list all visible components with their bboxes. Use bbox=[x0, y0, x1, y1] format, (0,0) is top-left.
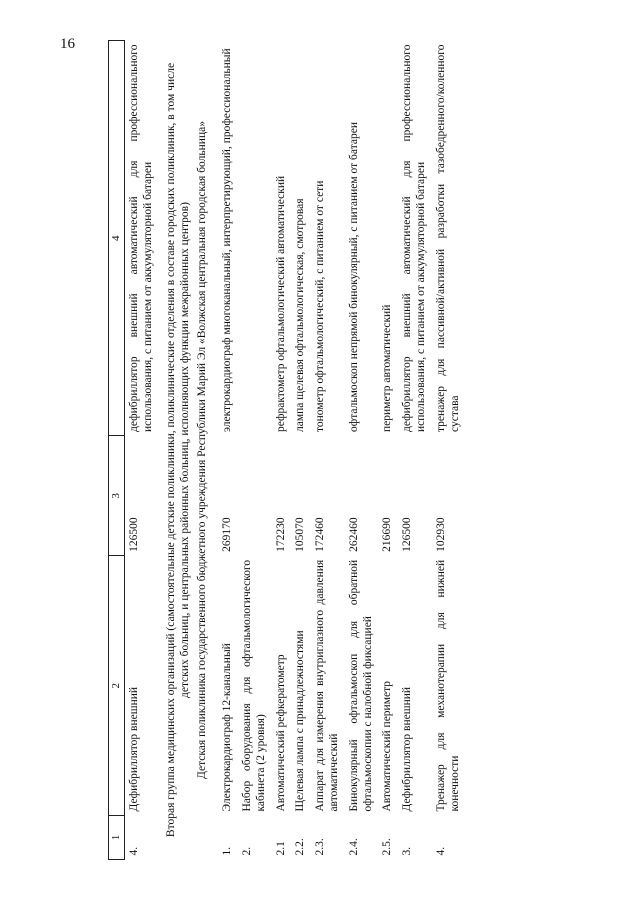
equipment-name: Аппарат для измерения внутриглазного давления автоматический bbox=[314, 559, 340, 812]
equipment-description bbox=[238, 41, 272, 436]
table-row bbox=[272, 41, 292, 860]
section-heading: Вторая группа медицинских организаций (самостоятельные детские поликлиники, поликлинические отделения в составе городских поликлиник, в том числе детских больниц, и центральных районных больниц, исполняющих функции межрайонных центров) bbox=[164, 62, 191, 838]
equipment-description: периметр автоматический bbox=[381, 304, 394, 432]
equipment-price: 105070 bbox=[294, 517, 307, 552]
row-number: 2.5. bbox=[381, 838, 394, 856]
equipment-description: дефибриллятор внешний автоматический для профессионального использования, с питанием от аккумуляторной батареи bbox=[128, 44, 154, 432]
rotated-table-sheet bbox=[108, 40, 628, 860]
equipment-price: 269170 bbox=[221, 517, 234, 552]
row-number: 2. bbox=[240, 846, 253, 856]
column-number: 4 bbox=[109, 41, 125, 436]
table-row bbox=[378, 41, 398, 860]
equipment-price: 126500 bbox=[128, 517, 141, 552]
equipment-description: рефрактометр офтальмологический автоматический bbox=[274, 175, 287, 432]
table-row bbox=[432, 41, 466, 860]
equipment-price: 216690 bbox=[381, 517, 394, 552]
equipment-price: 102930 bbox=[434, 517, 447, 552]
column-number: 3 bbox=[109, 436, 125, 556]
equipment-price bbox=[238, 436, 272, 556]
equipment-price: 172460 bbox=[314, 517, 327, 552]
table-row bbox=[291, 41, 311, 860]
equipment-price: 172230 bbox=[274, 517, 287, 552]
table-row bbox=[311, 41, 345, 860]
subsection-heading-row bbox=[194, 41, 218, 860]
equipment-name: Бинокулярный офтальмоскоп для обратной офтальмоскопии с налобной фиксацией bbox=[347, 559, 374, 812]
row-number: 4. bbox=[434, 846, 447, 856]
equipment-name: Дефибриллятор внешний bbox=[401, 686, 414, 812]
subsection-heading: Детская поликлиника государственного бюджетного учреждения Республики Марий Эл «Волжская центральная городская больница» bbox=[196, 121, 209, 779]
row-number: 2.3. bbox=[314, 838, 327, 856]
equipment-name: Автоматический периметр bbox=[381, 680, 394, 812]
row-number: 4. bbox=[128, 846, 141, 856]
section-heading-row bbox=[159, 41, 195, 860]
equipment-description: тренажер для пассивной/активной разработки тазобедренного/коленного сустава bbox=[434, 44, 461, 432]
row-number: 2.2. bbox=[294, 838, 307, 856]
row-number: 1. bbox=[221, 846, 234, 856]
equipment-description: электрокардиограф многоканальный, интерпретирующий, профессиональный bbox=[221, 48, 234, 432]
column-number: 1 bbox=[109, 816, 125, 860]
row-number: 2.4. bbox=[347, 838, 360, 856]
equipment-description: тонометр офтальмологический, с питанием от сети bbox=[314, 180, 327, 432]
equipment-name: Щелевая лампа с принадлежностями bbox=[294, 630, 307, 812]
equipment-table bbox=[108, 40, 465, 860]
equipment-name: Тренажер для механотерапии для нижней конечности bbox=[434, 559, 461, 812]
equipment-name: Автоматический рефкератометр bbox=[274, 654, 287, 812]
equipment-name: Набор оборудования для офтальмологического кабинета (2 уровня) bbox=[240, 559, 267, 812]
table-row bbox=[398, 41, 432, 860]
table-row bbox=[238, 41, 272, 860]
equipment-name: Дефибриллятор внешний bbox=[128, 686, 141, 812]
column-number: 2 bbox=[109, 556, 125, 816]
equipment-description: офтальмоскоп непрямой бинокулярный, с питанием от батареи bbox=[347, 122, 360, 432]
equipment-price: 262460 bbox=[347, 517, 360, 552]
table-row bbox=[218, 41, 238, 860]
row-number: 3. bbox=[401, 846, 414, 856]
row-number: 2.1 bbox=[274, 841, 287, 856]
equipment-description: дефибриллятор внешний автоматический для профессионального использования, с питанием от аккумуляторной батареи bbox=[401, 44, 427, 432]
table-row bbox=[345, 41, 379, 860]
equipment-description: лампа щелевая офтальмологическая, смотровая bbox=[294, 198, 307, 432]
table-row bbox=[125, 41, 159, 860]
column-number-row bbox=[109, 41, 125, 860]
page-number: 16 bbox=[60, 36, 75, 52]
equipment-name: Электрокардиограф 12-канальный bbox=[221, 643, 234, 812]
equipment-price: 126500 bbox=[401, 517, 414, 552]
